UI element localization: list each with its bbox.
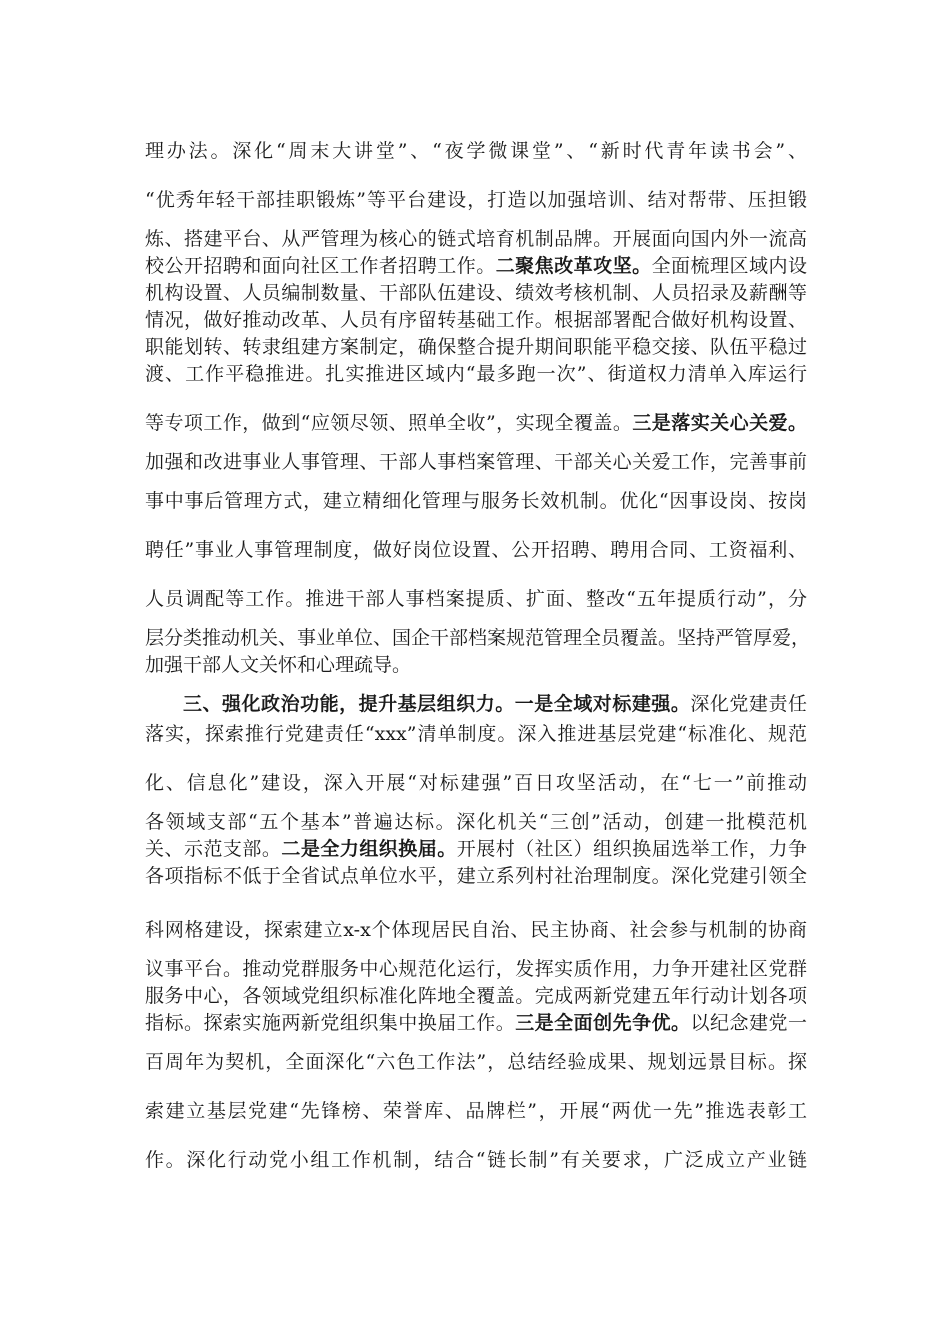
body-text: 职能划转、转隶组建方案制定，确保整合提升期间职能平稳交接、队伍平稳过 xyxy=(145,336,807,358)
body-text: 层分类推动机关、事业单位、国企干部档案规范管理全员覆盖。坚持严管厚爱， xyxy=(145,627,811,649)
body-text: 人员调配等工作。推进干部人事档案提质、扩面、整改“五年提质行动”，分 xyxy=(145,588,807,610)
body-text: 理办法。深化“周末大讲堂”、“夜学微课堂”、“新时代青年读书会”、 xyxy=(145,140,807,162)
bold-heading-text: 一是全域对标建强。 xyxy=(514,693,691,715)
body-text: 各领域支部“五个基本”普遍达标。深化机关“三创”活动，创建一批模范机 xyxy=(145,811,807,833)
text-line xyxy=(145,587,807,611)
text-line xyxy=(145,810,807,834)
body-text: 校公开招聘和面向社区工作者招聘工作。 xyxy=(145,255,496,277)
body-text: 议事平台。推动党群服务中心规范化运行，发挥实质作用，力争开建社区党群 xyxy=(145,958,807,980)
bold-heading-text: 三是落实关心关爱。 xyxy=(632,412,807,434)
body-text: 落实，探索推行党建责任“xxx”清单制度。深入推进基层党建“标准化、规范 xyxy=(145,723,807,745)
text-line xyxy=(145,1099,807,1123)
text-line xyxy=(145,722,807,746)
body-text: 加强干部人文关怀和心理疏导。 xyxy=(145,654,412,676)
body-text: 关、示范支部。 xyxy=(145,838,282,860)
body-text: 情况，做好推动改革、人员有序留转基础工作。根据部署配合做好机构设置、 xyxy=(145,309,807,331)
text-line xyxy=(145,411,807,435)
body-text: 炼、搭建平台、从严管理为核心的链式培育机制品牌。开展面向国内外一流高 xyxy=(145,228,807,250)
text-line xyxy=(145,308,807,332)
text-line xyxy=(145,626,811,650)
bold-heading-text: 二聚焦改革攻坚。 xyxy=(495,255,652,277)
text-line xyxy=(145,864,807,888)
text-line xyxy=(145,1148,807,1172)
text-line xyxy=(145,538,807,562)
text-line xyxy=(145,335,807,359)
text-line xyxy=(145,450,807,474)
body-text: 开展村（社区）组织换届选举工作，力争 xyxy=(456,838,807,860)
body-text: 以纪念建党一 xyxy=(690,1012,807,1034)
body-text: 等专项工作，做到“应领尽领、照单全收”，实现全覆盖。 xyxy=(145,412,633,434)
body-text: 科网格建设，探索建立x-x个体现居民自治、民主协商、社会参与机制的协商 xyxy=(145,919,807,941)
body-text: 事中事后管理方式，建立精细化管理与服务长效机制。优化“因事设岗、按岗 xyxy=(145,490,807,512)
bold-heading-text: 二是全力组织换届。 xyxy=(281,838,457,860)
text-line xyxy=(145,489,807,513)
body-text: 服务中心，各领域党组织标准化阵地全覆盖。完成两新党建五年行动计划各项 xyxy=(145,985,807,1007)
text-line xyxy=(145,1011,807,1035)
body-text: 深化党建责任 xyxy=(690,693,807,715)
body-text: 聘任”事业人事管理制度，做好岗位设置、公开招聘、聘用合同、工资福利、 xyxy=(145,539,807,561)
text-line xyxy=(145,254,807,278)
body-text: 百周年为契机，全面深化“六色工作法”，总结经验成果、规划远景目标。探 xyxy=(145,1051,807,1073)
text-line xyxy=(145,227,807,251)
text-line xyxy=(145,918,807,942)
text-line xyxy=(145,837,807,861)
text-line xyxy=(145,653,807,677)
body-text: 加强和改进事业人事管理、干部人事档案管理、干部关心关爱工作，完善事前 xyxy=(145,451,807,473)
text-line xyxy=(145,771,807,795)
bold-heading-text: 三是全面创先争优。 xyxy=(515,1012,691,1034)
text-line xyxy=(145,281,807,305)
body-text: 渡、工作平稳推进。扎实推进区域内“最多跑一次”、街道权力清单入库运行 xyxy=(145,363,807,385)
text-line xyxy=(145,139,807,163)
body-text: 索建立基层党建“先锋榜、荣誉库、品牌栏”，开展“两优一先”推选表彰工 xyxy=(145,1100,807,1122)
text-line xyxy=(145,957,807,981)
body-text: 各项指标不低于全省试点单位水平，建立系列村社治理制度。深化党建引领全 xyxy=(145,865,807,887)
body-text: 作。深化行动党小组工作机制，结合“链长制”有关要求，广泛成立产业链 xyxy=(145,1149,807,1171)
text-line xyxy=(183,692,807,716)
body-text: 机构设置、人员编制数量、干部队伍建设、绩效考核机制、人员招录及薪酬等 xyxy=(145,282,807,304)
text-line xyxy=(145,984,807,1008)
body-text: 全面梳理区域内设 xyxy=(651,255,807,277)
body-text: 化、信息化”建设，深入开展“对标建强”百日攻坚活动，在“七一”前推动 xyxy=(145,772,807,794)
text-line xyxy=(145,188,807,212)
bold-heading-text: 三、强化政治功能，提升基层组织力。 xyxy=(183,693,515,715)
body-text: 指标。探索实施两新党组织集中换届工作。 xyxy=(145,1012,516,1034)
body-text: “优秀年轻干部挂职锻炼”等平台建设，打造以加强培训、结对帮带、压担锻 xyxy=(145,189,807,211)
text-line xyxy=(145,1050,807,1074)
text-line xyxy=(145,362,807,386)
